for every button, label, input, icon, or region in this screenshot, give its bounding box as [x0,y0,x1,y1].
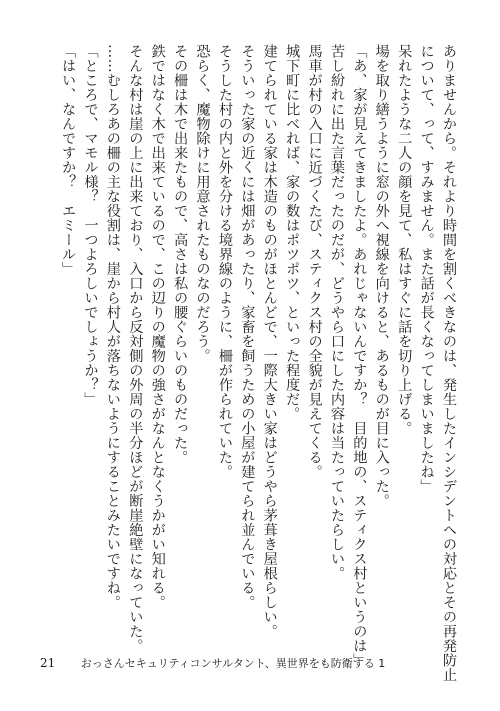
text-line: 「あ、家が見えてきましたよ。あれじゃないんですか？ 目的地の、スティクス村というのは」 [351,44,368,668]
text-line: 呆れたような二人の顔を見て、私はすぐに話を切り上げる。 [396,44,413,436]
text-line: ……むしろあの柵の主な役割は、崖から村人が落ちないようにすることみたいですね。 [104,44,121,610]
text-line: 馬車が村の入口に近づくたび、スティクス村の全貌が見えてくる。 [306,44,323,479]
text-line: その柵は木で出来たもので、高さは私の腰ぐらいのものだった。 [172,44,189,465]
text-line: 苦し紛れに出た言葉だったのだが、どうやら口にした内容は当たっていたらしい。 [328,44,345,581]
page-footer [40,655,385,671]
text-line: ありませんから。それより時間を割くべきなのは、発生したインシデントへの対応とその再発防止 [441,44,457,682]
text-line: 鉄ではなく木で出来ているので、この辺りの魔物の強さがなんとなくうかがい知れる。 [149,44,166,610]
text-line: 城下町に比べれば、家の数はポツポツ、といった程度だ。 [284,44,301,421]
book-title: おっさんセキュリティコンサルタント、異世界をも防衛する 1 [80,657,386,670]
text-line: 建てられている家は木造のものがほとんどで、一際大きい家はどうやら茅葺き屋根らしい。 [261,44,278,639]
text-line: そんな村は崖の上に出来ており、入口から反対側の外周の半分ほどが断崖絶壁になっていた。 [127,44,144,653]
text-line: 場を取り繕うように窓の外へ視線を向けると、あるものが目に入った。 [373,44,390,508]
text-line: 「はい、なんですか？ エミール」 [60,44,77,276]
page-number: 21 [40,656,56,670]
text-line: 恐らく、魔物除けに用意されたものなのだろう。 [194,44,211,363]
text-line: について、って、すみません。また話が長くなってしまいましたね」 [418,44,435,494]
text-line: 「ところで、マモル様？ 一つよろしいでしょうか？」 [82,44,99,407]
text-line: そうした村の内と外を分ける境界線のように、柵が作られていた。 [216,44,233,479]
text-line: そういった家の近くには畑があったり、家畜を飼うための小屋が建てられ並んでいる。 [239,44,256,610]
